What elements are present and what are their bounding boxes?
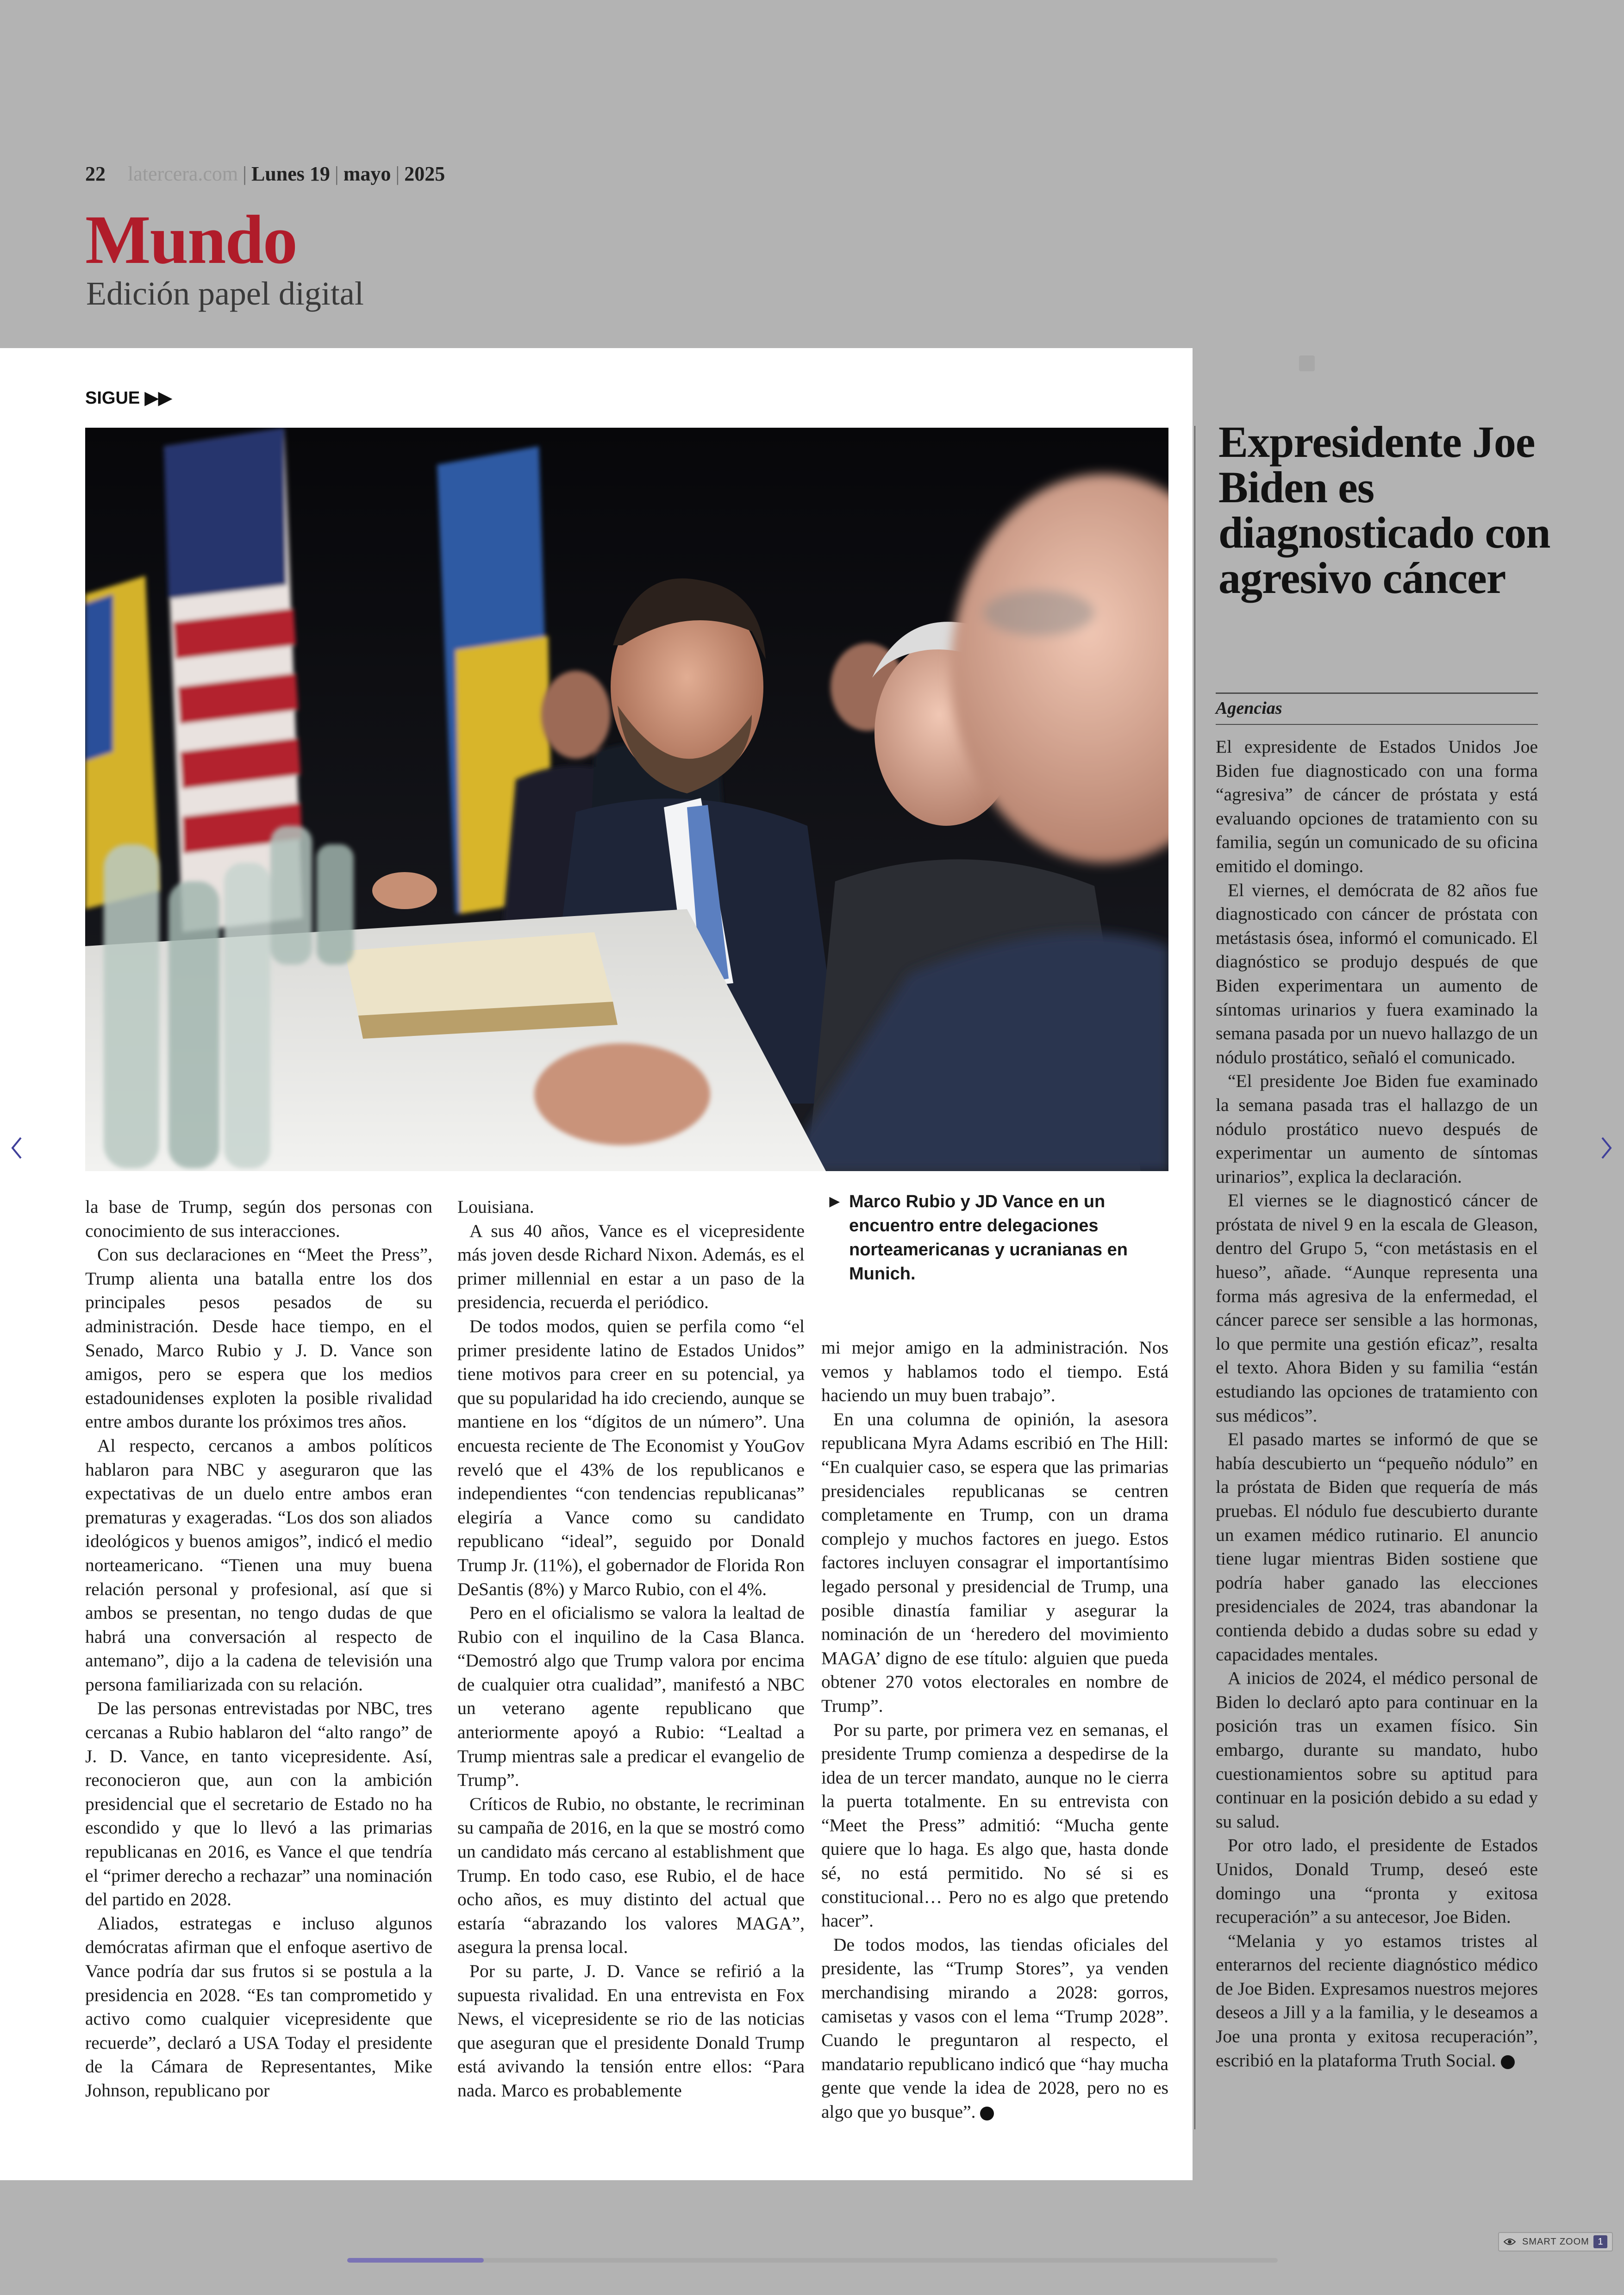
sidebar-paragraph: El viernes, el demócrata de 82 años fue diagnosticado con cáncer de próstata con metástasis ósea, informó el comunicado. El diagnóstico se produjo después de que Biden experimentara un aumento de síntomas urinarios y fuera examinado la semana pasada por un nuevo hallazgo de un nódulo prostático, señaló el comunicado. [1216,879,1538,1067]
smart-zoom-label: SMART ZOOM [1522,2236,1589,2247]
sidebar-divider [1194,426,1195,2129]
page-number: 22 [85,162,106,185]
sidebar-paragraph: El viernes se le diagnosticó cáncer de próstata de nivel 9 en la escala de Gleason, dentro del Grupo 5, “con metástasis en el hueso”, añade. “Aunque representa una forma más agresiva de la enfermedad, el cáncer parece ser sensible a las hormonas, lo que permite una gestión eficaz”, resalta el texto. Ahora Biden y su familia “están estudiando las opciones de tratamiento con sus médicos”. [1216,1190,1538,1426]
sidebar-paragraph: El pasado martes se informó de que se había descubierto un “pequeño nódulo” en la próstata de Biden que requería de más pruebas. El nódulo fue descubierto durante un examen médico rutinario. El anuncio tiene lugar mientras Biden sostiene que podría haber ganado las elecciones presidenciales de 2024, tras abandonar la contienda debido a dudas sobre su edad y capacidades mentales. [1216,1429,1538,1665]
reading-progress-track[interactable] [347,2258,1278,2263]
end-mark-icon [1501,2055,1515,2069]
page-thumbnail-icon[interactable] [1299,355,1315,371]
sidebar-paragraph: Por otro lado, el presidente de Estados Unidos, Donald Trump, deseó este domingo una “pronta y exitosa recuperación” a su antecesor, Joe Biden. [1216,1835,1538,1927]
article-paragraph: Louisiana. [457,1197,534,1217]
article-paragraph-last: De todos modos, las tiendas oficiales del presidente, las “Trump Stores”, ya venden merchandising mirando a 2028: gorros, camisetas y vasos con el lema “Trump 2028”. Cuando le preguntaron al respecto, el mandatario republicano indicó que “hay mucha gente que vende la idea de 2028, pero no es algo que yo busque”. [821,1934,1168,2122]
end-mark-icon [980,2107,994,2120]
eye-icon [1504,2238,1516,2246]
article-column-2 [457,1195,805,2103]
article-paragraph: mi mejor amigo en la administración. Nos vemos y hablamos todo el tiempo. Está haciendo un muy buen trabajo”. [821,1337,1168,1406]
date-month: mayo [343,162,391,185]
article-paragraph: Por su parte, por primera vez en semanas, el presidente Trump comienza a despedirse de la idea de un tercer mandato, aunque no le cierra la puerta totalmente. En su entrevista con “Meet the Press” admitió: “Mucha gente quiere que lo haga. Es algo que, hasta donde sé, no está permitido. No sé si es constitucional… Pero no es algo que pretendo hacer”. [821,1719,1168,1931]
previous-page-button[interactable] [3,1129,31,1166]
site-name: latercera.com [128,162,238,185]
date-day: Lunes 19 [251,162,330,185]
sidebar-rule [1216,692,1538,694]
article-paragraph: Aliados, estrategas e incluso algunos demócratas afirman que el enfoque asertivo de Vance podría dar sus frutos si se postula a la presidencia en 2028. “Es tan comprometido y activo como cualquier vicepresidente que recuerde”, declaró a USA Today el presidente de la Cámara de Representantes, Mike Johnson, republicano por [85,1913,432,2101]
next-page-button[interactable] [1593,1129,1620,1166]
sidebar-paragraph: El expresidente de Estados Unidos Joe Biden fue diagnosticado con una forma “agresiva” de cáncer de próstata y está evaluando opciones de tratamiento con su familia, según un comunicado de su oficina emitido el domingo. [1216,736,1538,876]
article-paragraph: A sus 40 años, Vance es el vicepresidente más joven desde Richard Nixon. Además, es el primer millennial en estar a un paso de la presidencia, recuerda el periódico. [457,1220,805,1313]
sidebar-rule [1216,724,1538,725]
zoom-page-indicator: 1 [1593,2235,1607,2248]
section-title: Mundo [85,201,297,278]
sidebar-paragraph: “El presidente Joe Biden fue examinado la semana pasada tras el hallazgo de un nódulo prostático nuevo después de experimentar un aumento de síntomas urinarios”, explica la declaración. [1216,1071,1538,1187]
chevron-left-icon [10,1135,24,1161]
page-folio: 22 latercera.com | Lunes 19 | mayo | 2025 [85,162,445,185]
reading-progress-fill [347,2258,484,2263]
article-column-3 [821,1336,1168,2124]
sidebar-paragraph: A inicios de 2024, el médico personal de Biden lo declaró apto para continuar en la posición tras un examen físico. Sin embargo, durante su mandato, hubo cuestionamientos sobre su aptitud para continuar en la posición debido a su edad y su salud. [1216,1668,1538,1832]
photo-caption-text: Marco Rubio y JD Vance en un encuentro entre delegaciones norteamericanas y ucranianas en Munich. [849,1192,1128,1284]
smart-zoom-button[interactable] [1498,2232,1613,2251]
edition-label: Edición papel digital [86,275,364,312]
sidebar-paragraph-last: “Melania y yo estamos tristes al enterarnos del reciente diagnóstico médico de Joe Biden. Expresamos nuestros mejores deseos a Jill y a la familia, y le deseamos a Joe una pronta y exitosa recuperación”, escribió en la plataforma Truth Social. [1216,1930,1538,2070]
photo-caption [826,1190,1168,1286]
article-paragraph: Con sus declaraciones en “Meet the Press”, Trump alienta una batalla entre los dos principales pesos pesados de su administración. Desde hace tiempo, en el Senado, Marco Rubio y J. D. Vance son amigos, pero se espera que los medios estadounidenses exploten la posible rivalidad entre ambos durante los próximos tres años. [85,1244,432,1432]
article-paragraph: De las personas entrevistadas por NBC, tres cercanas a Rubio hablaron del “alto rango” de J. D. Vance, en tanto vicepresidente. Así, reconocieron que, aun con la ambición presidencial que el secretario de Estado no ha escondido y que lo llevó a las primarias republicanas en 2016, es Vance el que tendría el “primer derecho a rechazar” una nominación del partido en 2028. [85,1698,432,1910]
delegation-meeting-photo [85,428,1168,1171]
article-paragraph: Pero en el oficialismo se valora la lealtad de Rubio con el inquilino de la Casa Blanca. “Demostró algo que Trump valora por encima de cualquier otra cualidad”, manifestó a NBC un veterano agente republicano que anteriormente apoyó a Rubio: “Lealtad a Trump mientras sale a predicar el evangelio de Trump”. [457,1603,805,1790]
article-paragraph: la base de Trump, según dos personas con conocimiento de sus interacciones. [85,1197,432,1241]
article-paragraph: Críticos de Rubio, no obstante, le recriminan su campaña de 2016, en la que se mostró como un candidato más cercano al establishment que Trump. En todo caso, ese Rubio, el de hace ocho años, es muy distinto del actual que estaría “abrazando los valores MAGA”, asegura la prensa local. [457,1793,805,1958]
continued-label: SIGUE ▶▶ [85,388,172,408]
sidebar-headline: Expresidente Joe Biden es diagnosticado con agresivo cáncer [1218,417,1550,603]
article-paragraph: Por su parte, J. D. Vance se refirió a la supuesta rivalidad. En una entrevista en Fox News, el vicepresidente se rio de las noticias que aseguran que el presidente Donald Trump está avivando la tensión entre ellos: “Para nada. Marco es probablemente [457,1961,805,2101]
caption-arrow-icon: ► [826,1192,843,1211]
date-year: 2025 [404,162,445,185]
sidebar-byline: Agencias [1216,698,1282,718]
article-column-1 [85,1195,432,2103]
article-paragraph: De todos modos, quien se perfila como “el primer presidente latino de Estados Unidos” tiene motivos para creer en su potencial, ya que su popularidad ha ido creciendo, aunque se mantiene en los “dígitos de un número”. Una encuesta reciente de The Economist y YouGov reveló que el 43% de los republicanos e independientes “con tendencias republicanas” elegiría a Vance como su candidato republicano “ideal”, seguido por Donald Trump Jr. (11%), el gobernador de Florida Ron DeSantis (8%) y Marco Rubio, con el 4%. [457,1316,805,1599]
chevron-right-icon [1599,1135,1613,1161]
article-photo [85,428,1168,1171]
sidebar-body [1216,735,1538,2072]
article-paragraph: En una columna de opinión, la asesora republicana Myra Adams escribió en The Hill: “En cualquier caso, se espera que las primarias presidenciales republicanas se centren completamente en Trump, con un drama complejo y muchos factores en juego. Estos factores incluyen consagrar el importantísimo legado personal y presidencial de Trump, una posible dinastía familiar y asegurar la nominación de un ‘heredero del movimiento MAGA’ digno de ese título: alguien que pueda obtener 270 votos electorales en nombre de Trump”. [821,1409,1168,1716]
article-paragraph: Al respecto, cercanos a ambos políticos hablaron para NBC y aseguraron que las expectativas de un duelo entre ambos eran prematuras y exageradas. “Los dos son aliados ideológicos y buenos amigos”, indicó el medio norteamericano. “Tienen una muy buena relación personal y profesional, así que si ambos se presentan, no tengo dudas de que habrá una conversación al respecto de antemano”, dijo a la cadena de televisión una persona familiarizada con su relación. [85,1435,432,1695]
